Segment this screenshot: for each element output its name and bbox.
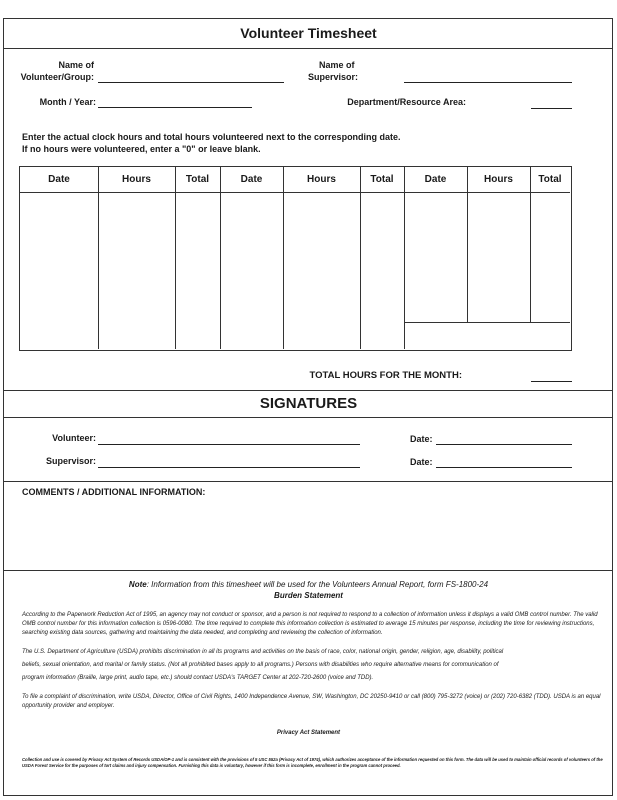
volunteer-name-field[interactable]	[98, 82, 284, 83]
burden-title: Burden Statement	[274, 591, 343, 600]
comments-area[interactable]	[5, 500, 611, 568]
divider	[3, 417, 613, 418]
comments-heading: COMMENTS / ADDITIONAL INFORMATION:	[22, 487, 206, 497]
divider	[3, 48, 613, 49]
supervisor-name-label: Name of Supervisor:	[308, 60, 359, 82]
usda-line-2: beliefs, sexual orientation, and marital or family status. (Not all prohibited bases apply to all programs.) Persons with disabilities who require alternative means for communication of	[22, 662, 499, 668]
column-header: Total	[370, 174, 394, 185]
privacy-title: Privacy Act Statement	[276, 730, 341, 736]
volunteer-signature-label: Volunteer:	[52, 433, 96, 443]
note-line	[0, 580, 617, 589]
column-header: Total	[185, 174, 210, 185]
month-year-label: Month / Year:	[39, 97, 96, 107]
supervisor-name-field[interactable]	[404, 82, 572, 83]
burden-statement: According to the Paperwork Reduction Act of 1995, an agency may not conduct or sponsor, and a person is not required to respond to a collection of information unless it displays a valid OMB control number. The valid OMB control number for this information collection is 0596-0080. The time required to complete this information collection is estimated to average 15 minutes per response, including the time for reviewing instructions, searching existing data sources, gathering and maintaining the data needed, and completing and reviewing the collection of information.	[22, 612, 598, 636]
volunteer-date-field[interactable]	[436, 444, 572, 445]
total-hours-field[interactable]	[531, 381, 572, 382]
volunteer-signature-field[interactable]	[98, 444, 360, 445]
column-header: Hours	[122, 174, 151, 185]
privacy-statement: Collection and use is covered by Privacy Act System of Records USDA/OP-1 and is consistent with the provisions of 5 USC 552a (Privacy Act of 1974), which authorizes acceptance of the information requested on this form. The data will be used to maintain official records of volunteers of the USDA Forest Service for the purposes of tort claims and injury compensation. Furnishing this data is voluntary, however if this form is incomplete, enrollment in the program cannot proceed.	[22, 757, 603, 768]
divider	[3, 390, 613, 391]
column-header: Date	[424, 174, 447, 185]
form-title: Volunteer Timesheet	[240, 25, 377, 41]
department-label: Department/Resource Area:	[347, 97, 466, 107]
column-header: Date	[48, 174, 70, 185]
total-hours-label: TOTAL HOURS FOR THE MONTH:	[309, 370, 462, 381]
note-label: Note	[128, 580, 147, 589]
divider	[3, 570, 613, 571]
column-header: Date	[240, 174, 263, 185]
header-divider	[20, 192, 570, 193]
divider	[3, 481, 613, 482]
column-header: Hours	[484, 174, 513, 185]
month-year-field[interactable]	[98, 107, 252, 108]
usda-line-3: program information (Braille, large print, audio tape, etc.) should contact USDA's TARGET Center at 202-720-2600 (voice and TDD).	[22, 675, 374, 681]
supervisor-date-label: Date:	[410, 457, 433, 467]
column-header: Total	[538, 174, 562, 185]
complaint-statement: To file a complaint of discrimination, write USDA, Director, Office of Civil Rights, 1400 Independence Avenue, SW, Washington, DC 20250-9410 or call (800) 795-3272 (voice) or (202) 720-6382 (TDD). USDA is an equal opportunity provider and employer.	[22, 694, 601, 709]
volunteer-date-label: Date:	[410, 434, 433, 444]
volunteer-name-label: Name of Volunteer/Group:	[20, 60, 94, 82]
department-field[interactable]	[531, 108, 572, 109]
supervisor-signature-label: Supervisor:	[45, 456, 96, 466]
supervisor-signature-field[interactable]	[98, 467, 360, 468]
timesheet-grid	[19, 166, 572, 351]
column-header: Hours	[307, 174, 336, 185]
usda-line-1: The U.S. Department of Agriculture (USDA) prohibits discrimination in all its programs and activities on the basis of race, color, national origin, gender, religion, age, disability, political	[22, 649, 504, 655]
supervisor-date-field[interactable]	[436, 467, 572, 468]
grid-closure-line	[404, 322, 570, 323]
instruction-line-2: If no hours were volunteered, enter a "0" or leave blank.	[22, 144, 261, 154]
instruction-line-1: Enter the actual clock hours and total hours volunteered next to the corresponding date.	[22, 132, 401, 142]
note-text: : Information from this timesheet will be used for the Volunteers Annual Report, form FS-1800-24	[146, 580, 489, 589]
signatures-heading: SIGNATURES	[259, 395, 358, 412]
